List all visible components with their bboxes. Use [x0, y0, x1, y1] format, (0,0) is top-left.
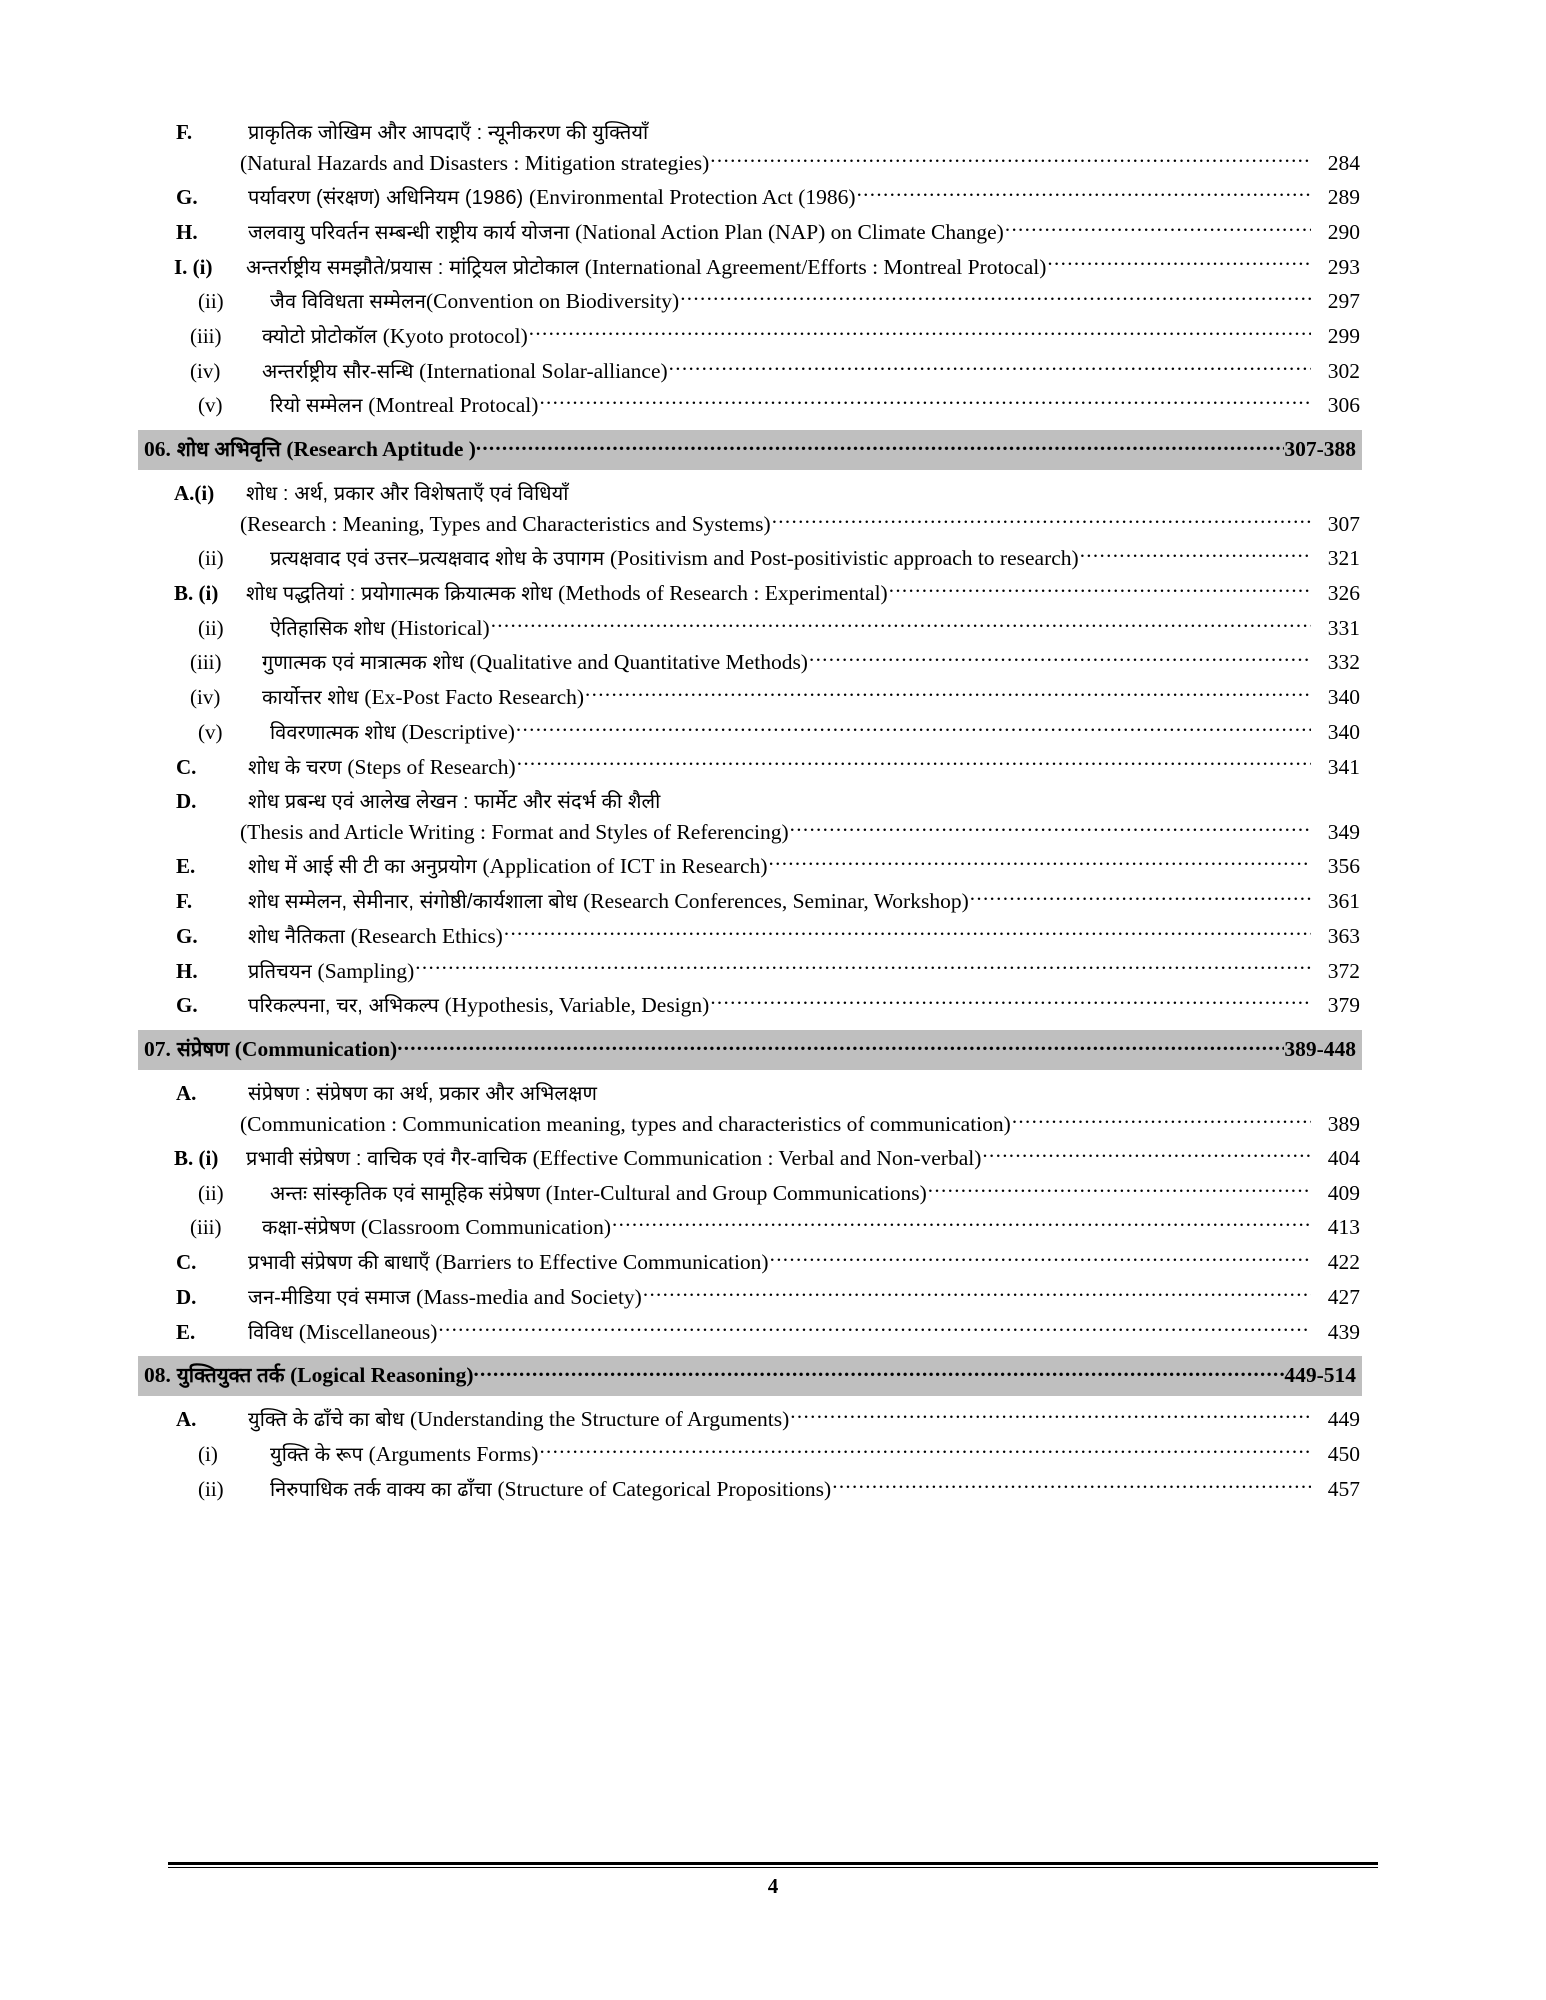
toc-entry-title	[248, 957, 414, 985]
english-text: (Descriptive)	[401, 719, 515, 744]
devanagari-text: प्रभावी संप्रेषण : वाचिक एवं गैर-वाचिक	[246, 1148, 533, 1171]
toc-entry-title	[248, 852, 768, 880]
toc-entry[interactable]	[168, 357, 1360, 386]
devanagari-text: कार्योत्तर शोध	[262, 687, 365, 710]
toc-entry-title	[262, 1213, 611, 1241]
english-text: (Ex-Post Facto Research)	[364, 685, 585, 710]
english-text: (Convention on Biodiversity)	[425, 289, 680, 314]
toc-entry-marker: A.(i)	[174, 481, 215, 506]
toc-entry-page: 422	[1327, 1250, 1360, 1275]
toc-entry-page: 363	[1327, 923, 1360, 948]
dot-leader	[612, 1218, 1311, 1234]
toc-entry-title	[248, 1318, 437, 1346]
toc-entry-title	[248, 922, 503, 950]
english-text: (Steps of Research)	[347, 754, 516, 779]
toc-entry-title	[246, 253, 1046, 281]
toc-entry[interactable]	[168, 218, 1360, 247]
dot-leader	[516, 723, 1311, 739]
toc-entry-marker: (iii)	[190, 1215, 222, 1240]
devanagari-text: शोध में आई सी टी का अनुप्रयोग	[248, 856, 483, 879]
toc-entry-title-en: (Research : Meaning, Types and Characteristics and Systems)	[240, 511, 771, 536]
english-text: (Research Ethics)	[350, 923, 503, 948]
toc-entry-page: 302	[1327, 358, 1360, 383]
toc-section-number: 08.	[144, 1363, 171, 1388]
english-text: (Research Conferences, Seminar, Workshop)	[583, 889, 969, 914]
english-text: (Structure of Categorical Propositions)	[497, 1476, 832, 1501]
english-text: (Mass-media and Society)	[416, 1284, 642, 1309]
toc-entry-title-en: (Thesis and Article Writing : Format and Styles of Referencing)	[240, 819, 789, 844]
toc-entry[interactable]	[168, 1079, 1360, 1108]
english-text: (Application of ICT in Research)	[482, 854, 768, 879]
english-text: (Communication)	[234, 1036, 398, 1061]
toc-entry-continuation[interactable]	[168, 1110, 1360, 1138]
english-text: (Hypothesis, Variable, Design)	[444, 993, 710, 1018]
toc-entry-title	[248, 218, 1004, 246]
toc-entry-page: 321	[1327, 546, 1360, 571]
toc-entry-title-hi	[248, 118, 648, 146]
english-text: (Montreal Protocal)	[368, 393, 539, 418]
english-text: (Barriers to Effective Communication)	[435, 1250, 769, 1275]
english-text: (Arguments Forms)	[368, 1442, 539, 1467]
toc-entry-page: 450	[1327, 1442, 1360, 1467]
toc-entry-title	[270, 544, 1079, 572]
toc-entry-marker: F.	[176, 889, 193, 914]
toc-entry-page: 427	[1327, 1284, 1360, 1309]
english-text: (National Action Plan (NAP) on Climate Change)	[575, 219, 1004, 244]
devanagari-text: निरुपाधिक तर्क वाक्य का ढाँचा	[270, 1478, 498, 1501]
toc-section-page-range: 449-514	[1284, 1363, 1356, 1388]
page-number: 4	[767, 1874, 779, 1898]
devanagari-text: कक्षा-संप्रेषण	[262, 1217, 361, 1240]
dot-leader	[772, 515, 1311, 531]
toc-entry-title	[270, 287, 679, 315]
toc-entry-title	[248, 753, 516, 781]
dot-leader	[769, 857, 1312, 873]
toc-entry-marker: (v)	[198, 393, 223, 418]
dot-leader	[790, 1410, 1311, 1426]
devanagari-text: रियो सम्मेलन	[270, 395, 369, 418]
toc-entry-marker: H.	[176, 958, 198, 983]
dot-leader	[529, 327, 1311, 343]
english-text: (Historical)	[390, 615, 490, 640]
toc-entry-page: 289	[1327, 185, 1360, 210]
toc-entry-title	[248, 1405, 789, 1433]
devanagari-text: युक्ति के ढाँचे का बोध	[248, 1409, 410, 1432]
dot-leader	[790, 823, 1311, 839]
toc-entry-page: 372	[1327, 958, 1360, 983]
dot-leader	[1005, 223, 1311, 239]
toc-entry-page: 284	[1327, 150, 1360, 175]
toc-entry-page: 340	[1327, 685, 1360, 710]
toc-entry-title-hi	[248, 1079, 597, 1107]
toc-entry-title-hi	[248, 787, 660, 815]
toc-section-header[interactable]	[138, 430, 1362, 470]
toc-entry-marker: (v)	[198, 719, 223, 744]
toc-entry-marker: (ii)	[198, 1476, 224, 1501]
toc-entry-page: 409	[1327, 1180, 1360, 1205]
toc-entry-page: 389	[1327, 1111, 1360, 1136]
devanagari-text: युक्तियुक्त तर्क	[176, 1364, 291, 1388]
toc-entry-marker: G.	[176, 993, 198, 1018]
toc-entry-marker: D.	[176, 1284, 197, 1309]
toc-entry-title	[248, 1248, 769, 1276]
toc-entry[interactable]	[168, 991, 1360, 1020]
toc-entry-page: 299	[1327, 323, 1360, 348]
toc-entry-continuation[interactable]	[168, 510, 1360, 538]
footer-divider	[168, 1862, 1378, 1868]
toc-entry-marker: (iii)	[190, 650, 222, 675]
devanagari-text: जन-मीडिया एवं समाज	[248, 1286, 417, 1309]
toc-entry[interactable]	[168, 118, 1360, 147]
toc-entry-page: 297	[1327, 289, 1360, 314]
toc-entry-page: 340	[1327, 719, 1360, 744]
toc-entry-marker: A.	[176, 1080, 197, 1105]
devanagari-text: शोध प्रबन्ध एवं आलेख लेखन : फार्मेट और संदर्भ की शैली	[248, 791, 661, 814]
toc-entry[interactable]	[168, 1213, 1360, 1242]
toc-entry-title	[270, 718, 515, 746]
english-text: (International Solar-alliance)	[419, 358, 668, 383]
english-text: (Research Aptitude )	[286, 437, 476, 462]
toc-entry-marker: C.	[176, 754, 197, 779]
dot-leader	[970, 892, 1311, 908]
devanagari-text: पर्यावरण (संरक्षण) अधिनियम (1986)	[248, 187, 529, 210]
toc-section-number: 07.	[144, 1036, 171, 1061]
toc-entry-title	[262, 357, 668, 385]
toc-entry-continuation[interactable]	[168, 149, 1360, 177]
devanagari-text: क्योटो प्रोटोकॉल	[262, 325, 383, 348]
toc-entry-page: 290	[1327, 219, 1360, 244]
toc-entry-page: 439	[1327, 1319, 1360, 1344]
toc-section-title	[171, 435, 476, 463]
toc-entry-title	[270, 1440, 538, 1468]
devanagari-text: अन्तर्राष्ट्रीय सौर-सन्धि	[262, 360, 420, 383]
toc-entry[interactable]	[168, 544, 1360, 573]
devanagari-text: शोध सम्मेलन, सेमीनार, संगोष्ठी/कार्यशाला बोध	[248, 891, 584, 914]
toc-entry-page: 413	[1327, 1215, 1360, 1240]
english-text: (Classroom Communication)	[360, 1215, 612, 1240]
dot-leader	[539, 1445, 1311, 1461]
english-text: (Methods of Research : Experimental)	[558, 580, 888, 605]
dot-leader	[476, 440, 1284, 456]
dot-leader	[710, 996, 1311, 1012]
toc-entry[interactable]	[168, 1179, 1360, 1208]
toc-section-title	[171, 1361, 474, 1389]
dot-leader	[585, 688, 1311, 704]
dot-leader	[504, 927, 1311, 943]
dot-leader	[857, 188, 1311, 204]
toc-entry[interactable]	[168, 753, 1360, 782]
devanagari-text: शोध : अर्थ, प्रकार और विशेषताएँ एवं विधियाँ	[246, 483, 569, 506]
devanagari-text: अन्तर्राष्ट्रीय समझौते/प्रयास : मांट्रियल प्रोटोकाल	[246, 256, 585, 279]
devanagari-text: प्रभावी संप्रेषण की बाधाएँ	[248, 1252, 436, 1275]
english-text: (Qualitative and Quantitative Methods)	[469, 650, 808, 675]
dot-leader	[710, 154, 1311, 170]
dot-leader	[928, 1184, 1311, 1200]
toc-entry-title	[270, 391, 538, 419]
toc-entry-marker: G.	[176, 923, 198, 948]
toc-entry-marker: (iii)	[190, 323, 222, 348]
english-text: (International Agreement/Efforts : Montreal Protocal)	[584, 254, 1047, 279]
devanagari-text: प्रत्यक्षवाद एवं उत्तर–प्रत्यक्षवाद शोध के उपागम	[270, 548, 610, 571]
dot-leader	[809, 653, 1311, 669]
dot-leader	[415, 962, 1311, 978]
dot-leader	[1080, 549, 1311, 565]
toc-entry[interactable]	[168, 922, 1360, 951]
toc-entry[interactable]	[168, 787, 1360, 816]
toc-entry[interactable]	[168, 1248, 1360, 1277]
toc-entry[interactable]	[168, 1440, 1360, 1469]
devanagari-text: गुणात्मक एवं मात्रात्मक शोध	[262, 652, 470, 675]
dot-leader	[474, 1366, 1285, 1382]
english-text: (Understanding the Structure of Arguments)	[409, 1407, 790, 1432]
toc-entry-marker: (i)	[198, 1442, 218, 1467]
toc-entry-page: 307	[1327, 511, 1360, 536]
toc-entry-marker: H.	[176, 219, 198, 244]
devanagari-text: विवरणात्मक शोध	[270, 721, 402, 744]
devanagari-text: जलवायु परिवर्तन सम्बन्धी राष्ट्रीय कार्य योजना	[248, 221, 576, 244]
toc-entry-title-en: (Natural Hazards and Disasters : Mitigation strategies)	[240, 150, 710, 175]
toc-entry-page: 331	[1327, 615, 1360, 640]
toc-section-title	[171, 1035, 397, 1063]
english-text: (Effective Communication : Verbal and Non-verbal)	[532, 1146, 982, 1171]
toc-entry[interactable]	[168, 579, 1360, 608]
devanagari-text: संप्रेषण : संप्रेषण का अर्थ, प्रकार और अभिलक्षण	[248, 1082, 598, 1105]
dot-leader	[397, 1040, 1284, 1056]
toc-entry-title	[262, 322, 528, 350]
toc-entry-title	[270, 1475, 831, 1503]
toc-entry-page: 449	[1327, 1407, 1360, 1432]
toc-entry-page: 361	[1327, 889, 1360, 914]
devanagari-text: शोध पद्धतियां : प्रयोगात्मक क्रियात्मक शोध	[246, 582, 559, 605]
toc-entry[interactable]	[168, 614, 1360, 643]
toc-entry[interactable]	[168, 887, 1360, 916]
dot-leader	[539, 396, 1311, 412]
toc-entry[interactable]	[168, 1283, 1360, 1312]
toc-section-page-range: 307-388	[1284, 437, 1356, 462]
dot-leader	[491, 619, 1311, 635]
english-text: (Kyoto protocol)	[382, 323, 528, 348]
toc-entry-marker: I. (i)	[174, 254, 213, 279]
toc-content	[144, 118, 1360, 1510]
toc-section-header[interactable]	[138, 1030, 1362, 1070]
toc-entry-page: 356	[1327, 854, 1360, 879]
toc-entry-title	[270, 1179, 927, 1207]
dot-leader	[889, 584, 1311, 600]
toc-entry-marker: (ii)	[198, 615, 224, 640]
toc-entry[interactable]	[168, 253, 1360, 282]
toc-entry-title	[248, 1283, 642, 1311]
toc-entry-page: 349	[1327, 819, 1360, 844]
toc-entry-page: 457	[1327, 1476, 1360, 1501]
dot-leader	[1012, 1115, 1311, 1131]
toc-entry[interactable]	[168, 648, 1360, 677]
toc-entry[interactable]	[168, 183, 1360, 212]
devanagari-text: जैव विविधता सम्मेलन	[270, 291, 426, 314]
toc-entry-title	[248, 183, 856, 211]
toc-entry[interactable]	[168, 1144, 1360, 1173]
toc-entry-page: 341	[1327, 754, 1360, 779]
toc-entry-marker: (ii)	[198, 546, 224, 571]
toc-entry-page: 379	[1327, 993, 1360, 1018]
toc-entry-title	[262, 648, 808, 676]
dot-leader	[438, 1323, 1311, 1339]
devanagari-text: शोध के चरण	[248, 756, 348, 779]
toc-entry-page: 332	[1327, 650, 1360, 675]
dot-leader	[832, 1480, 1311, 1496]
toc-entry[interactable]	[168, 479, 1360, 508]
toc-section-page-range: 389-448	[1284, 1036, 1356, 1061]
toc-entry[interactable]	[168, 852, 1360, 881]
toc-entry[interactable]	[168, 391, 1360, 420]
toc-entry-title	[262, 683, 584, 711]
toc-entry-page: 326	[1327, 580, 1360, 605]
devanagari-text: शोध नैतिकता	[248, 925, 351, 948]
toc-entry-marker: F.	[176, 120, 193, 144]
devanagari-text: ऐतिहासिक शोध	[270, 617, 391, 640]
toc-entry[interactable]	[168, 1405, 1360, 1434]
dot-leader	[643, 1288, 1311, 1304]
toc-entry[interactable]	[168, 718, 1360, 747]
toc-entry-title-en: (Communication : Communication meaning, types and characteristics of communication)	[240, 1111, 1011, 1136]
toc-entry-marker: (iv)	[190, 358, 221, 383]
dot-leader	[1047, 258, 1311, 274]
toc-entry-title	[270, 614, 490, 642]
english-text: (Sampling)	[317, 958, 415, 983]
toc-entry[interactable]	[168, 1318, 1360, 1347]
toc-entry[interactable]	[168, 1475, 1360, 1504]
toc-entry-title	[246, 1144, 981, 1172]
dot-leader	[680, 292, 1311, 308]
toc-entry-marker: (ii)	[198, 1180, 224, 1205]
devanagari-text: संप्रेषण	[176, 1037, 235, 1061]
english-text: (Positivism and Post-positivistic approach to research)	[609, 546, 1079, 571]
dot-leader	[982, 1149, 1311, 1165]
devanagari-text: प्राकृतिक जोखिम और आपदाएँ : न्यूनीकरण की युक्तियाँ	[248, 122, 649, 144]
dot-leader	[669, 362, 1311, 378]
toc-entry-marker: E.	[176, 1319, 196, 1344]
dot-leader	[770, 1253, 1311, 1269]
dot-leader	[517, 758, 1311, 774]
toc-entry[interactable]	[168, 683, 1360, 712]
english-text: (Miscellaneous)	[298, 1319, 438, 1344]
english-text: (Logical Reasoning)	[290, 1363, 474, 1388]
toc-entry[interactable]	[168, 287, 1360, 316]
toc-entry-title	[248, 887, 969, 915]
toc-entry-page: 404	[1327, 1146, 1360, 1171]
toc-entry-marker: B. (i)	[174, 1146, 219, 1171]
toc-entry-continuation[interactable]	[168, 818, 1360, 846]
toc-entry-title	[248, 991, 709, 1019]
toc-entry[interactable]	[168, 957, 1360, 986]
devanagari-text: शोध अभिवृत्ति	[176, 438, 287, 462]
toc-entry-marker: (iv)	[190, 685, 221, 710]
devanagari-text: युक्ति के रूप	[270, 1444, 369, 1467]
toc-entry-marker: E.	[176, 854, 196, 879]
english-text: (Inter-Cultural and Group Communications)	[545, 1180, 927, 1205]
toc-section-number: 06.	[144, 437, 171, 462]
toc-entry-marker: (ii)	[198, 289, 224, 314]
toc-entry-title	[246, 579, 888, 607]
toc-entry-marker: D.	[176, 789, 197, 814]
toc-entry-page: 293	[1327, 254, 1360, 279]
toc-entry-page: 306	[1327, 393, 1360, 418]
toc-section-header[interactable]	[138, 1356, 1362, 1396]
devanagari-text: अन्तः सांस्कृतिक एवं सामूहिक संप्रेषण	[270, 1182, 546, 1205]
english-text: (Environmental Protection Act (1986)	[528, 185, 856, 210]
devanagari-text: विविध	[248, 1321, 299, 1344]
toc-entry-marker: A.	[176, 1407, 197, 1432]
devanagari-text: प्रतिचयन	[248, 960, 318, 983]
toc-entry-marker: B. (i)	[174, 580, 219, 605]
toc-entry-marker: G.	[176, 185, 198, 210]
toc-entry-marker: C.	[176, 1250, 197, 1275]
toc-entry[interactable]	[168, 322, 1360, 351]
devanagari-text: परिकल्पना, चर, अभिकल्प	[248, 995, 445, 1018]
toc-entry-title-hi	[246, 479, 569, 507]
